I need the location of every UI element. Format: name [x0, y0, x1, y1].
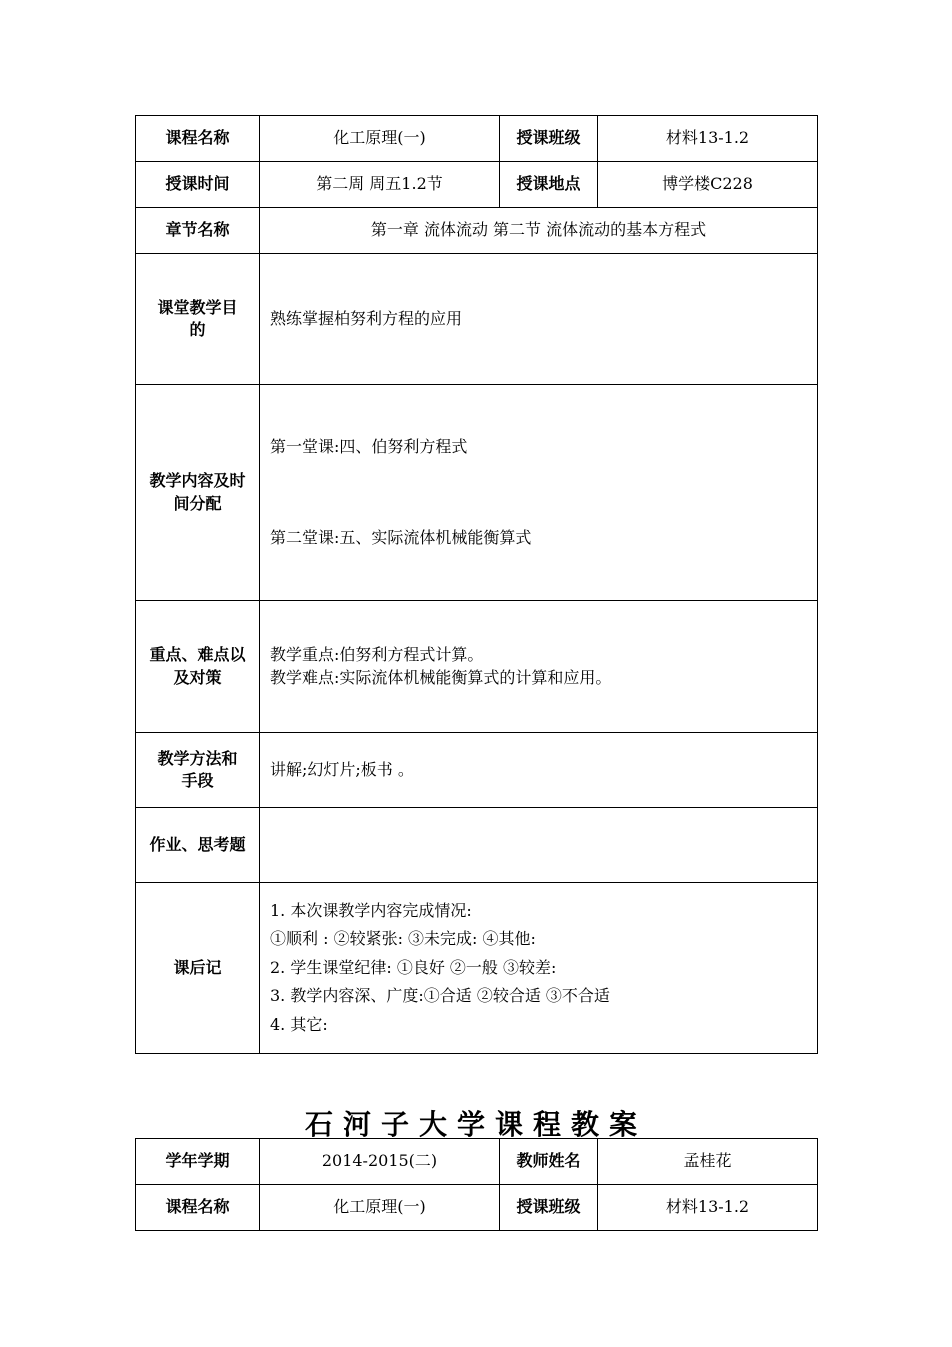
- after-line-5: 4. 其它:: [270, 1014, 328, 1034]
- course-name-value-2: 化工原理(一): [260, 1185, 500, 1231]
- teacher-label: 教师姓名: [500, 1139, 598, 1185]
- place-label: 授课地点: [500, 162, 598, 208]
- header-table: [135, 1138, 818, 1231]
- key-value: [260, 601, 818, 733]
- chapter-label: 章节名称: [136, 208, 260, 254]
- objective-label: 课堂教学目的: [136, 254, 260, 385]
- class-label: 授课班级: [500, 116, 598, 162]
- class-label-2: 授课班级: [500, 1185, 598, 1231]
- place-value: 博学楼C228: [598, 162, 818, 208]
- time-value: 第二周 周五1.2节: [260, 162, 500, 208]
- method-value: 讲解;幻灯片;板书 。: [260, 733, 818, 808]
- course-name-label: 课程名称: [136, 116, 260, 162]
- course-name-label-2: 课程名称: [136, 1185, 260, 1231]
- lesson-plan-table: [135, 115, 818, 1054]
- term-label: 学年学期: [136, 1139, 260, 1185]
- key-line-1: 教学重点:伯努利方程式计算。: [270, 645, 484, 665]
- content-label: 教学内容及时间分配: [136, 385, 260, 601]
- key-line-2: 教学难点:实际流体机械能衡算式的计算和应用。: [270, 667, 612, 687]
- homework-label: 作业、思考题: [136, 808, 260, 883]
- after-label: 课后记: [136, 883, 260, 1054]
- homework-value: [260, 808, 818, 883]
- content-line-2: 第二堂课:五、实际流体机械能衡算式: [270, 527, 532, 547]
- content-value: [260, 385, 818, 601]
- method-label: 教学方法和手段: [136, 733, 260, 808]
- after-line-4: 3. 教学内容深、广度:①合适 ②较合适 ③不合适: [270, 986, 610, 1006]
- chapter-value: 第一章 流体流动 第二节 流体流动的基本方程式: [260, 208, 818, 254]
- time-label: 授课时间: [136, 162, 260, 208]
- page-title: 石河子大学课程教案: [304, 1108, 647, 1141]
- after-line-1: 1. 本次课教学内容完成情况:: [270, 901, 472, 921]
- objective-value: 熟练掌握柏努利方程的应用: [260, 254, 818, 385]
- teacher-value: 孟桂花: [598, 1139, 818, 1185]
- after-line-3: 2. 学生课堂纪律: ①良好 ②一般 ③较差:: [270, 957, 557, 977]
- after-line-2: ①顺利 : ②较紧张: ③未完成: ④其他:: [270, 929, 536, 949]
- term-value: 2014-2015(二): [260, 1139, 500, 1185]
- after-value: [260, 883, 818, 1054]
- class-value-2: 材料13-1.2: [598, 1185, 818, 1231]
- key-label: 重点、难点以及对策: [136, 601, 260, 733]
- content-line-1: 第一堂课:四、伯努利方程式: [270, 437, 468, 457]
- class-value: 材料13-1.2: [598, 116, 818, 162]
- course-name-value: 化工原理(一): [260, 116, 500, 162]
